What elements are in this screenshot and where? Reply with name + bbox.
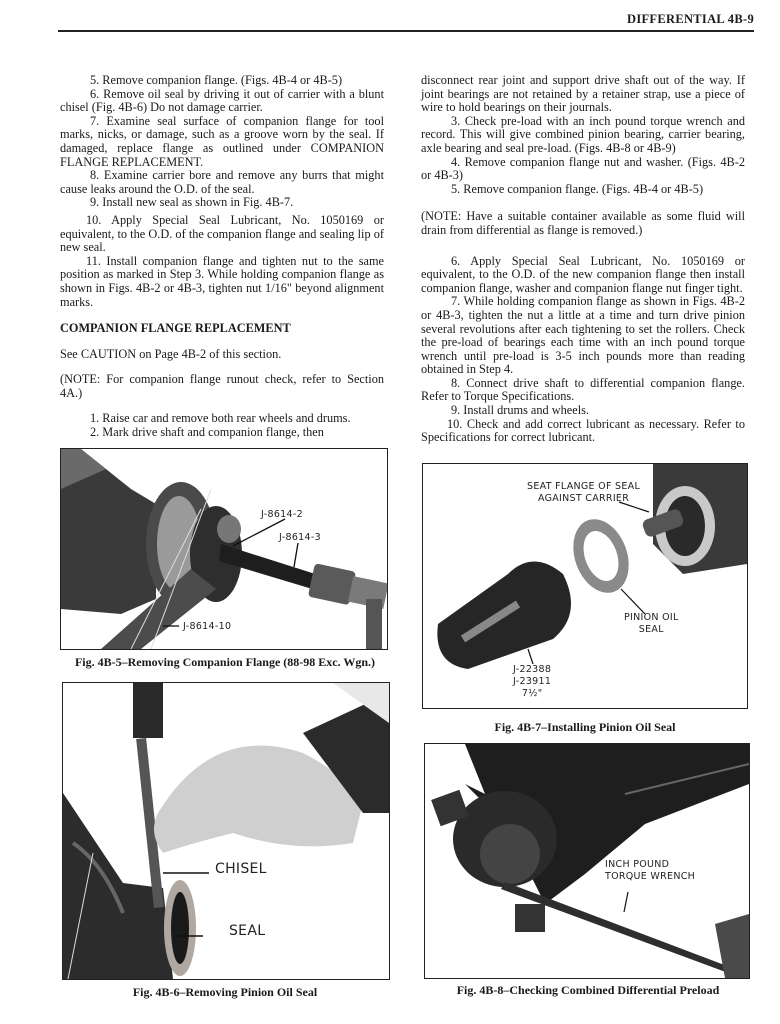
note-text: (NOTE: Have a suitable container available as some fluid will drain from differential as flange is removed.) [421, 209, 745, 237]
figure-4b-6-photo [62, 682, 390, 980]
paragraph: 10. Apply Special Seal Lubricant, No. 1050169 or equivalent, to the O.D. of the companion flange and sealing lip of new seal. [60, 212, 384, 255]
callout-tool-numbers [513, 664, 551, 700]
paragraph: 3. Check pre-load with an inch pound torque wrench and record. This will give combined pinion bearing, carrier bearing, axle bearing and seal pre-load. (Figs. 4B-8 or 4B-9) [421, 113, 745, 155]
callout-line: INCH POUND [605, 859, 670, 870]
step: 6. Apply Special Seal Lubricant, No. 1050169 or equivalent, to the O.D. of the new companion flange then install companion flange, washer and companion flange nut finger tight. [421, 253, 745, 295]
step: 9. Install drums and wheels. [451, 403, 589, 418]
figure-4b-7-caption: Fig. 4B-7–Installing Pinion Oil Seal [494, 720, 676, 734]
callout-torque-wrench [605, 859, 695, 883]
paragraph: 4. Remove companion flange nut and washer. (Figs. 4B-2 or 4B-3) [421, 154, 745, 183]
pinion-seal-removal-illustration [63, 683, 389, 979]
right-column [421, 74, 745, 445]
paragraph: 8. Examine carrier bore and remove any burrs that might cause leaks around the O.D. of the seal. [60, 168, 384, 196]
callout-line: 7½" [521, 688, 543, 699]
callout-line: PINION OIL [624, 612, 679, 623]
callout-line: SEAT FLANGE OF SEAL [527, 481, 641, 492]
callout-j-8614-2: J-8614-2 [261, 509, 303, 520]
header-rule [58, 30, 754, 32]
callout-chisel: CHISEL [215, 861, 267, 877]
paragraph: 5. Remove companion flange. (Figs. 4B-4 or 4B-5) [451, 181, 704, 196]
callout-j-8614-3: J-8614-3 [279, 532, 321, 543]
paragraph: 7. Examine seal surface of companion flange for tool marks, nicks, or damage, such as a groove worn by the seal. If damaged, replace flange as outlined under COMPANION FLANGE REPLACEMENT. [60, 113, 384, 169]
step: 1. Raise car and remove both rear wheels and drums. [90, 411, 351, 426]
step: 10. Check and add correct lubricant as necessary. Refer to Specifications for correct lubricant. [421, 416, 745, 445]
figure-4b-5-photo [60, 448, 388, 650]
callout-seat-flange [527, 481, 640, 505]
paragraph: disconnect rear joint and support drive shaft out of the way. If joint bearings are not retained by a retainer strap, use a piece of wire to hold bearings on their journals. [421, 73, 745, 115]
callout-pinion-oil-seal [624, 612, 679, 636]
note-text: (NOTE: For companion flange runout check, refer to Section 4A.) [60, 372, 384, 400]
paragraph: 9. Install new seal as shown in Fig. 4B-7. [90, 195, 294, 210]
running-title: DIFFERENTIAL 4B-9 [627, 12, 754, 26]
section-heading: COMPANION FLANGE REPLACEMENT [60, 321, 291, 336]
step: 8. Connect drive shaft to differential companion flange. Refer to Torque Specifications. [421, 375, 745, 404]
paragraph: 11. Install companion flange and tighten nut to the same position as marked in Step 3. While holding companion flange as shown in Figs. 4B-2 or 4B-3, tighten nut 1/16" beyond alignment marks. [60, 253, 384, 309]
figure-4b-8-caption: Fig. 4B-8–Checking Combined Differential Preload [456, 983, 720, 997]
figure-4b-6-caption: Fig. 4B-6–Removing Pinion Oil Seal [132, 985, 318, 999]
callout-line: TORQUE WRENCH [605, 871, 696, 882]
callout-line: J-22388 [513, 664, 552, 675]
page-header [0, 0, 780, 40]
step: 7. While holding companion flange as shown in Figs. 4B-2 or 4B-3, tighten the nut a little at a time and turn drive pinion several revolutions after each tightening to set the rollers. Check the pre-load of bearings each time with an inch pound torque wrench until pre-load is 3-5 inch pounds more than reading obtained in Step 4. [421, 294, 745, 377]
step: 2. Mark drive shaft and companion flange, then [90, 425, 324, 440]
paragraph: 6. Remove oil seal by driving it out of carrier with a blunt chisel (Fig. 4B-6) Do not damage carrier. [60, 86, 384, 115]
companion-flange-removal-illustration [61, 449, 387, 649]
callout-line: AGAINST CARRIER [537, 493, 630, 504]
paragraph: 5. Remove companion flange. (Figs. 4B-4 or 4B-5) [90, 73, 343, 87]
figure-4b-7-photo [422, 463, 748, 709]
preload-check-illustration [425, 744, 749, 978]
callout-line: J-23911 [513, 676, 552, 687]
figure-4b-5-caption: Fig. 4B-5–Removing Companion Flange (88-98 Exc. Wgn.) [74, 655, 376, 669]
figure-4b-8-photo [424, 743, 750, 979]
callout-j-8614-10: J-8614-10 [183, 621, 232, 632]
caution-text: See CAUTION on Page 4B-2 of this section. [60, 346, 282, 361]
callout-line: SEAL [638, 624, 664, 635]
left-column [60, 74, 384, 440]
callout-seal: SEAL [229, 923, 266, 939]
